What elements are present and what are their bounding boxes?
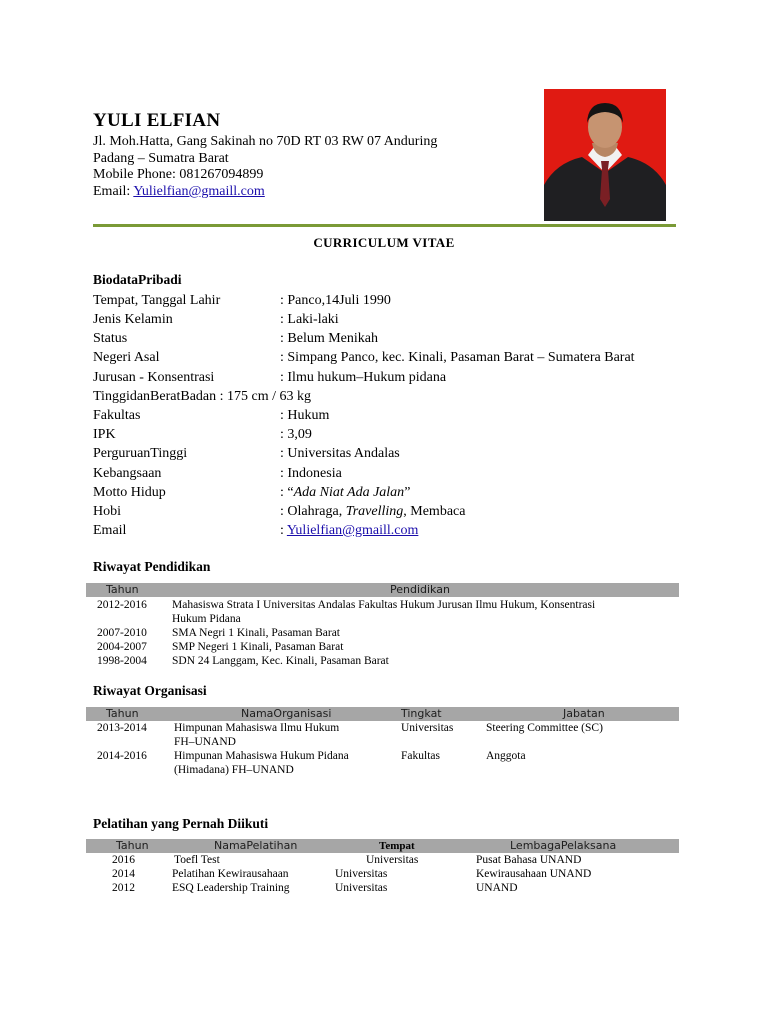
biodata-row-email: [93, 521, 693, 540]
hobi-italic: Travelling: [345, 504, 404, 519]
cell-lembaga: Pusat Bahasa UNAND: [476, 854, 582, 866]
header-email: [93, 183, 265, 200]
phone-number: Mobile Phone: 081267094899: [93, 167, 264, 182]
organisasi-heading: Riwayat Organisasi: [93, 683, 207, 698]
biodata-label: Motto Hidup: [93, 485, 166, 500]
biodata-row: [93, 406, 693, 425]
biodata-value: [280, 502, 465, 521]
biodata-value: [280, 521, 418, 540]
cell-nama-organisasi-cont: (Himadana) FH–UNAND: [174, 764, 294, 776]
biodata-row: [93, 464, 693, 483]
cell-pendidikan: SMP Negeri 1 Kinali, Pasaman Barat: [172, 641, 344, 653]
email-prefix: :: [280, 523, 287, 538]
biodata-label: Hobi: [93, 504, 121, 519]
column-header: Tempat: [379, 840, 415, 852]
cell-tempat: Universitas: [335, 882, 388, 894]
cell-pendidikan: SDN 24 Langgam, Kec. Kinali, Pasaman Barat: [172, 655, 389, 667]
profile-photo-portrait: [544, 89, 666, 221]
column-header: Tingkat: [401, 707, 442, 720]
cell-nama-organisasi: Himpunan Mahasiswa Hukum Pidana: [174, 750, 349, 762]
motto-suffix: ”: [404, 485, 411, 500]
biodata-label: Status: [93, 331, 128, 346]
cell-tahun: 2012-2016: [97, 599, 147, 611]
pendidikan-heading: Riwayat Pendidikan: [93, 559, 211, 574]
column-header: Tahun: [116, 839, 149, 852]
address-line-2: Padang – Sumatra Barat: [93, 151, 229, 166]
biodata-row: [93, 425, 693, 444]
biodata-row-hobi: [93, 502, 693, 521]
cell-pendidikan: Mahasiswa Strata I Universitas Andalas Fakultas Hukum Jurusan Ilmu Hukum, Konsentrasi: [172, 599, 596, 611]
biodata-row: [93, 310, 693, 329]
biodata-row-motto: [93, 483, 693, 502]
pelatihan-heading: Pelatihan yang Pernah Diikuti: [93, 816, 269, 831]
cell-tempat: Universitas: [366, 854, 419, 866]
biodata-value: : Ilmu hukum–Hukum pidana: [280, 370, 447, 385]
biodata-value: : Simpang Panco, kec. Kinali, Pasaman Barat – Sumatera Barat: [280, 350, 635, 365]
biodata-row: [93, 444, 693, 463]
biodata-heading: BiodataPribadi: [93, 272, 182, 287]
cell-jabatan: Steering Committee (SC): [486, 722, 603, 734]
cell-tahun: 2007-2010: [97, 627, 147, 639]
cell-lembaga: UNAND: [476, 882, 518, 894]
cell-nama-pelatihan: Toefl Test: [174, 854, 220, 866]
biodata-value: : Panco,14Juli 1990: [280, 293, 391, 308]
cell-tahun: 2004-2007: [97, 641, 147, 653]
cell-tingkat: Fakultas: [401, 750, 440, 762]
biodata-label: Tempat, Tanggal Lahir: [93, 293, 221, 308]
cell-tahun: 2013-2014: [97, 722, 147, 734]
column-header: LembagaPelaksana: [510, 839, 617, 852]
biodata-value: : Universitas Andalas: [280, 446, 400, 461]
biodata-label: TinggidanBeratBadan : 175 cm / 63 kg: [93, 389, 312, 404]
document-title: CURRICULUM VITAE: [313, 235, 455, 250]
biodata-label: Fakultas: [93, 408, 141, 423]
biodata-row: [93, 348, 693, 367]
biodata-label: Kebangsaan: [93, 466, 162, 481]
hobi-prefix: : Olahraga,: [280, 504, 346, 519]
column-header: Jabatan: [563, 707, 605, 720]
cell-lembaga: Kewirausahaan UNAND: [476, 868, 592, 880]
cell-tahun: 1998-2004: [97, 655, 147, 667]
cell-nama-organisasi-cont: FH–UNAND: [174, 736, 236, 748]
cell-nama-organisasi: Himpunan Mahasiswa Ilmu Hukum: [174, 722, 340, 734]
header-email-link[interactable]: Yulielfian@gmaill.com: [133, 184, 265, 199]
biodata-label: Negeri Asal: [93, 350, 160, 365]
column-header: Tahun: [106, 583, 139, 596]
cell-tahun: 2016: [112, 854, 135, 866]
profile-photo: [544, 89, 666, 221]
biodata-label: Jenis Kelamin: [93, 312, 173, 327]
cell-nama-pelatihan: ESQ Leadership Training: [172, 882, 290, 894]
column-header: NamaPelatihan: [214, 839, 298, 852]
pelatihan-table-header: [86, 839, 679, 853]
hobi-suffix: , Membaca: [403, 504, 466, 519]
biodata-value: : Indonesia: [280, 466, 342, 481]
cell-pendidikan-cont: Hukum Pidana: [172, 613, 241, 625]
biodata-value: : Hukum: [280, 408, 330, 423]
cell-tahun: 2014: [112, 868, 135, 880]
biodata-label: Jurusan - Konsentrasi: [93, 370, 215, 385]
biodata-row: [93, 329, 693, 348]
candidate-name: YULI ELFIAN: [93, 110, 221, 131]
motto-text: Ada Niat Ada Jalan: [293, 485, 405, 500]
header-email-label: Email:: [93, 184, 134, 199]
biodata-row: [93, 387, 693, 406]
motto-prefix: : “: [280, 485, 294, 500]
header-divider: [93, 224, 676, 227]
biodata-row: [93, 368, 693, 387]
biodata-value: : Laki-laki: [280, 312, 339, 327]
cell-nama-pelatihan: Pelatihan Kewirausahaan: [172, 868, 289, 880]
biodata-email-link[interactable]: Yulielfian@gmaill.com: [286, 523, 419, 538]
biodata-label: Email: [93, 523, 127, 538]
address-line-1: Jl. Moh.Hatta, Gang Sakinah no 70D RT 03 RW 07 Anduring: [93, 134, 438, 149]
biodata-value: [280, 483, 410, 502]
column-header: Tahun: [106, 707, 139, 720]
cell-tahun: 2014-2016: [97, 750, 147, 762]
cell-pendidikan: SMA Negri 1 Kinali, Pasaman Barat: [172, 627, 341, 639]
cell-tingkat: Universitas: [401, 722, 454, 734]
biodata-label: IPK: [93, 427, 116, 442]
cell-jabatan: Anggota: [486, 750, 526, 762]
column-header: NamaOrganisasi: [241, 707, 332, 720]
pendidikan-table-header: [86, 583, 679, 597]
biodata-value: : 3,09: [280, 427, 312, 442]
biodata-row: [93, 291, 693, 310]
column-header: Pendidikan: [390, 583, 450, 596]
cell-tahun: 2012: [112, 882, 135, 894]
biodata-value: : Belum Menikah: [280, 331, 378, 346]
biodata-label: PerguruanTinggi: [93, 446, 188, 461]
organisasi-table-header: [86, 707, 679, 721]
cell-tempat: Universitas: [335, 868, 388, 880]
